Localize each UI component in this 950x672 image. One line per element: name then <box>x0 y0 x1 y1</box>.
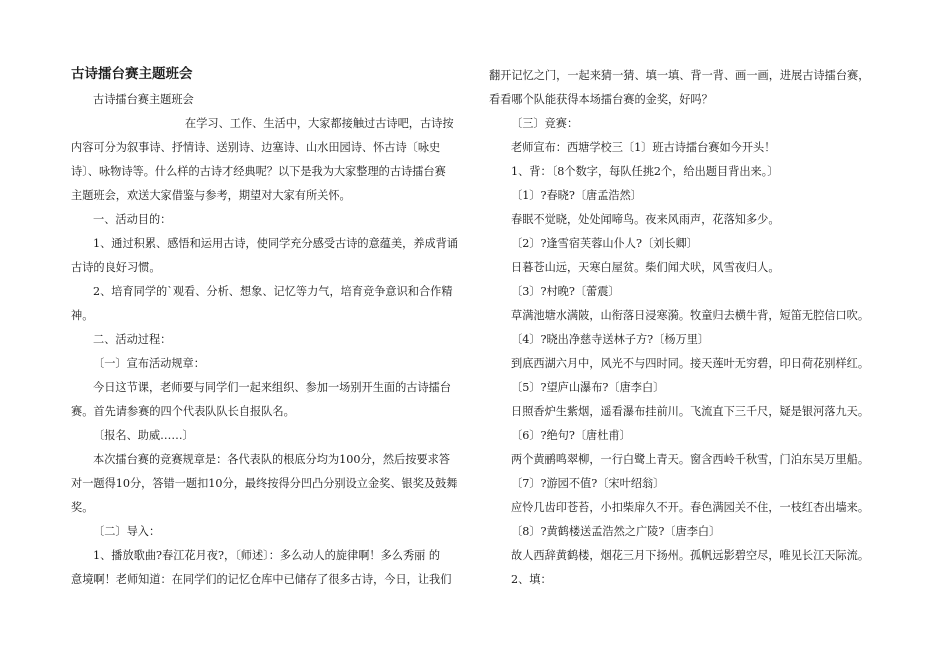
subsection-heading: 〔三〕竞赛： <box>511 117 579 130</box>
paragraph-line: 古诗的良好习惯。 <box>71 261 161 274</box>
paragraph-line: 今日这节课，老师要与同学们一起来组织、参加一场别开生面的古诗擂台 <box>93 381 452 394</box>
subtitle: 古诗擂台赛主题班会 <box>93 93 194 106</box>
paragraph-line: 意境啊！老师知道：在同学们的记忆仓库中已储存了很多古诗，今日，让我们 <box>71 573 452 586</box>
poem-title: 〔4〕?晓出净慈寺送林子方?〔杨万里〕 <box>511 333 710 346</box>
paragraph-line: 看看哪个队能获得本场擂台赛的金奖，好吗？ <box>489 93 713 106</box>
paragraph-line: 2、填： <box>511 573 552 586</box>
poem-text: 日暮苍山远，天寒白屋贫。柴们闻犬吠，风雪夜归人。 <box>511 261 780 274</box>
poem-text: 应怜几齿印苍苔，小扣柴扉久不开。春色满园关不住，一枝红杏出墙来。 <box>511 501 870 514</box>
poem-text: 两个黄鹂鸣翠柳，一行白鹭上青天。窗含西岭千秋雪，门泊东吴万里船。 <box>511 453 870 466</box>
paragraph-line: 内容可分为叙事诗、抒情诗、送别诗、边塞诗、山水田园诗、怀古诗〔咏史 <box>71 141 441 154</box>
poem-title: 〔6〕?绝句?〔唐杜甫〕 <box>511 429 631 442</box>
poem-title: 〔7〕?游园不值?〔宋叶绍翁〕 <box>511 477 665 490</box>
left-column <box>71 64 471 592</box>
paragraph-line: 1、背：〔8个数字，每队任挑2个，给出题目背出来。〕 <box>511 165 779 178</box>
poem-title: 〔2〕?逢雪宿芙蓉山仆人?〔刘长卿〕 <box>511 237 698 250</box>
paragraph-line: 在学习、工作、生活中，大家都接触过古诗吧，古诗按 <box>185 117 454 130</box>
paragraph-line: 诗〕、咏物诗等。什么样的古诗才经典呢？以下是我为大家整理的古诗擂台赛 <box>71 165 446 178</box>
section-heading: 二、活动过程： <box>93 333 172 346</box>
paragraph-line: 神。 <box>71 309 94 322</box>
paragraph-line: 〔报名、助威……〕 <box>93 429 194 442</box>
poem-text: 日照香炉生紫烟，遥看瀑布挂前川。飞流直下三千尺，疑是银河落九天。 <box>511 405 870 418</box>
poem-title: 〔8〕?黄鹤楼送孟浩然之广陵?〔唐李白〕 <box>511 525 721 538</box>
poem-title: 〔3〕?村晚?〔蕾震〕 <box>511 285 620 298</box>
section-heading: 一、活动目的： <box>93 213 172 226</box>
paragraph-line: 1、通过积累、感悟和运用古诗，使同学充分感受古诗的意蕴美，养成背诵 <box>93 237 459 250</box>
poem-text: 春眠不觉晓，处处闻啼鸟。夜来风雨声，花落知多少。 <box>511 213 780 226</box>
subsection-heading: 〔一〕宣布活动规章： <box>93 357 205 370</box>
subsection-heading: 〔二〕导入： <box>93 525 161 538</box>
document-title: 古诗擂台赛主题班会 <box>71 66 193 82</box>
paragraph-line: 赛。首先请参赛的四个代表队队长自报队名。 <box>71 405 295 418</box>
right-column <box>489 64 873 592</box>
paragraph-line: 1、播放歌曲?春江花月夜?，〔师述〕：多么动人的旋律啊！多么秀丽 的 <box>93 549 441 562</box>
paragraph-line: 翻开记忆之门，一起来猜一猜、填一填、背一背、画一画，进展古诗擂台赛， <box>489 69 870 82</box>
paragraph-line: 对一题得10分，答错一题扣10分，最终按得分凹凸分别设立金奖、银奖及鼓舞 <box>71 477 458 490</box>
poem-title: 〔1〕?春晓?〔唐孟浩然〕 <box>511 189 642 202</box>
paragraph-line: 本次擂台赛的竞赛规章是：各代表队的根底分均为100分，然后按要求答 <box>93 453 450 466</box>
paragraph-line: 老师宣布：西塘学校三〔1〕班古诗擂台赛如今开头！ <box>511 141 776 154</box>
paragraph-line: 主题班会，欢送大家借鉴与参考，期望对大家有所关怀。 <box>71 189 351 202</box>
poem-title: 〔5〕?望庐山瀑布?〔唐李白〕 <box>511 381 665 394</box>
poem-text: 到底西湖六月中，风光不与四时同。接天莲叶无穷碧，印日荷花别样红。 <box>511 357 870 370</box>
paragraph-line: 2、培育同学的`观看、分析、想象、记忆等力气，培育竞争意识和合作精 <box>93 285 453 298</box>
poem-text: 故人西辞黄鹤楼，烟花三月下扬州。孤帆远影碧空尽，唯见长江天际流。 <box>511 549 870 562</box>
paragraph-line: 奖。 <box>71 501 94 514</box>
poem-text: 草满池塘水满陂，山衔落日浸寒漪。牧童归去横牛背，短笛无腔信口吹。 <box>511 309 870 322</box>
